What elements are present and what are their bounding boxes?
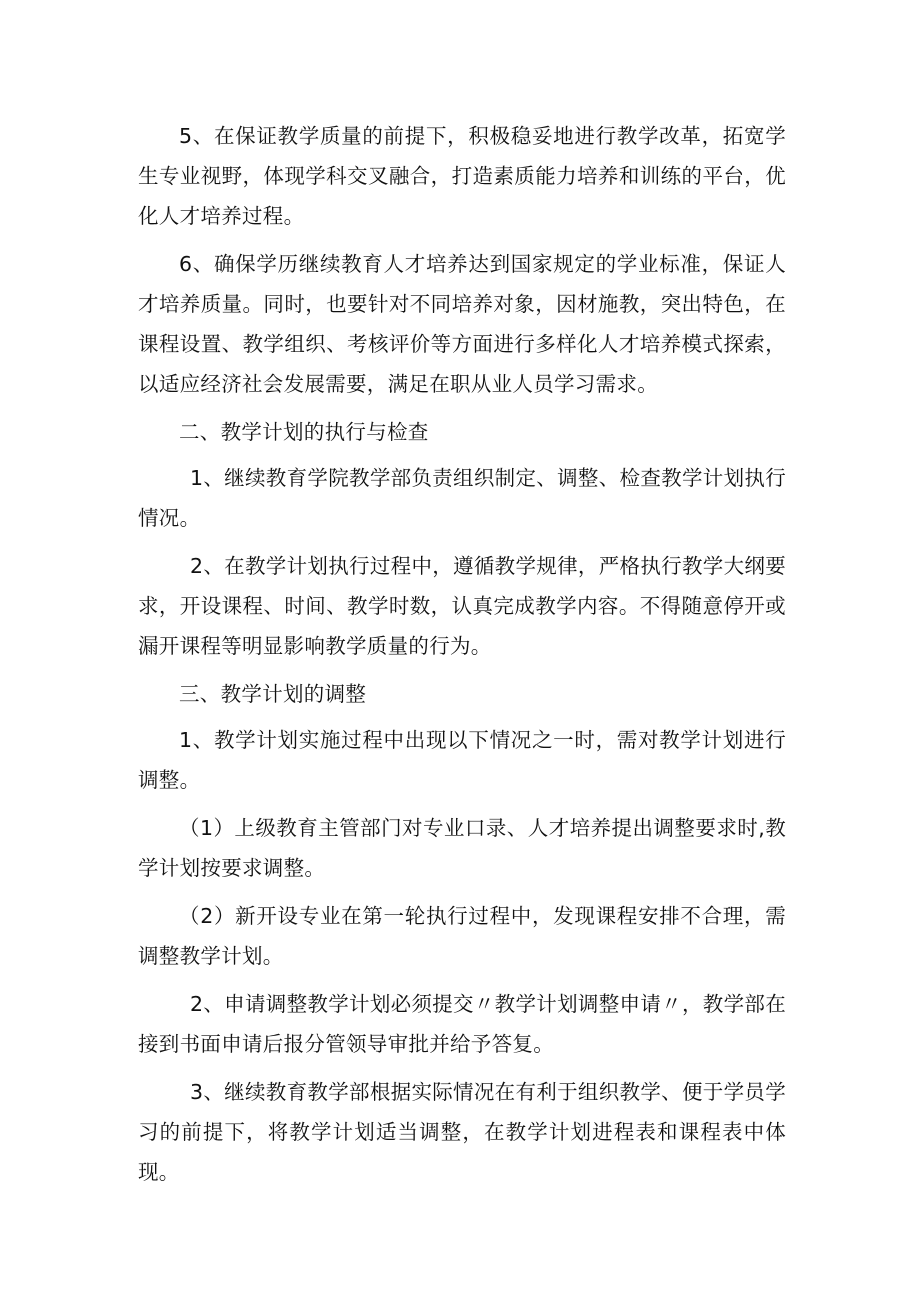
document-body (138, 116, 786, 1200)
paragraph-adjust-3: 3、继续教育教学部根据实际情况在有利于组织教学、便于学员学习的前提下，将教学计划适当调整，在教学计划进程表和课程表中体现。 (138, 1080, 786, 1184)
section-heading-2: 二、教学计划的执行与检查 (179, 420, 429, 444)
paragraph-execution-1: 1、继续教育学院教学部负责组织制定、调整、检查教学计划执行情况。 (138, 466, 786, 530)
paragraph-adjust-1: 1、教学计划实施过程中出现以下情况之一时，需对教学计划进行调整。 (138, 728, 786, 792)
section-heading-3: 三、教学计划的调整 (179, 682, 367, 706)
paragraph-execution-2: 2、在教学计划执行过程中，遵循教学规律，严格执行教学大纲要求，开设课程、时间、教学时数，认真完成教学内容。不得随意停开或漏开课程等明显影响教学质量的行为。 (138, 554, 786, 658)
paragraph-item-5: 5、在保证教学质量的前提下，积极稳妥地进行教学改革，拓宽学生专业视野，体现学科交叉融合，打造素质能力培养和训练的平台，优化人才培养过程。 (138, 124, 786, 228)
paragraph-adjust-2: 2、申请调整教学计划必须提交〃教学计划调整申请〃，教学部在接到书面申请后报分管领导审批并给予答复。 (138, 992, 786, 1056)
paragraph-adjust-1-sub-1: （1）上级教育主管部门对专业口录、人才培养提出调整要求时,教学计划按要求调整。 (138, 816, 786, 880)
paragraph-item-6: 6、确保学历继续教育人才培养达到国家规定的学业标准，保证人才培养质量。同时，也要针对不同培养对象，因材施教，突出特色，在课程设置、教学组织、考核评价等方面进行多样化人才培养模式探索，以适应经济社会发展需要，满足在职从业人员学习需求。 (138, 252, 786, 396)
paragraph-adjust-1-sub-2: （2）新开设专业在第一轮执行过程中，发现课程安排不合理，需调整教学计划。 (138, 904, 786, 968)
